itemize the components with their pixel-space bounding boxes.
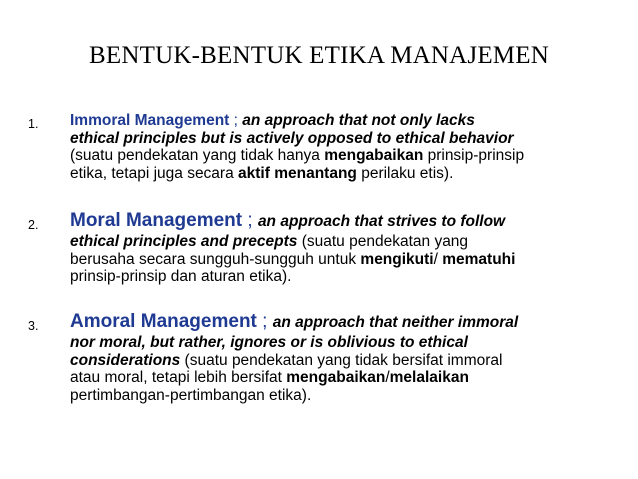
item-body (70, 210, 626, 286)
item-line (70, 352, 626, 370)
item-number: 3. (28, 319, 39, 333)
item-line (70, 147, 626, 165)
item-text: atau moral, tetapi lebih bersifat (70, 369, 287, 386)
item-text: / (433, 250, 443, 268)
item-text: (suatu pendekatan yang tidak bersifat immoral (180, 351, 503, 369)
item-body (70, 311, 626, 404)
item-text: berusaha secara sungguh-sungguh untuk (70, 250, 361, 268)
item-emphasis: melalaikan (389, 369, 469, 386)
item-text: prinsip-prinsip (423, 147, 525, 164)
item-definition: nor moral, but rather, ignores or is oblivious to ethical (70, 334, 468, 351)
item-emphasis: mengabaikan (286, 369, 386, 386)
item-number: 1. (28, 117, 39, 131)
item-number: 2. (28, 218, 39, 232)
item-separator: ; (242, 210, 258, 231)
item-line: pertimbangan-pertimbangan etika). (70, 386, 312, 404)
item-line: prinsip-prinsip dan aturan etika). (70, 268, 292, 285)
item-text: (suatu pendekatan yang (297, 233, 469, 250)
item-emphasis: mengabaikan (324, 147, 424, 164)
item-text: etika, tetapi juga secara (70, 164, 239, 182)
item-line (70, 369, 626, 387)
item-line (70, 112, 626, 130)
item-definition: an approach that neither immoral (272, 314, 519, 331)
item-definition: ethical principles and precepts (70, 233, 298, 250)
item-text: perilaku etis). (356, 164, 454, 182)
item-emphasis: mengikuti (360, 250, 434, 268)
item-text: / (385, 369, 390, 386)
item-term: Amoral Management (70, 311, 257, 332)
item-term: Immoral Management (70, 112, 230, 129)
item-body (70, 112, 626, 182)
item-definition: an approach that strives to follow (257, 213, 506, 230)
item-emphasis: mematuhi (442, 250, 516, 268)
item-line (70, 210, 626, 233)
item-definition: ethical principles but is actively opposed to ethical behavior (70, 129, 514, 147)
item-text: (suatu pendekatan yang tidak hanya (70, 147, 325, 164)
item-line (70, 251, 626, 269)
item-definition: an approach that not only lacks (242, 112, 475, 129)
item-line (70, 233, 626, 251)
item-line (70, 311, 626, 334)
item-line (70, 165, 626, 183)
item-separator: ; (229, 112, 243, 129)
item-definition: considerations (70, 351, 181, 369)
item-separator: ; (256, 311, 273, 332)
item-emphasis: aktif menantang (238, 164, 357, 182)
item-term: Moral Management (70, 210, 243, 231)
slide-title: BENTUK-BENTUK ETIKA MANAJEMEN (89, 42, 549, 69)
